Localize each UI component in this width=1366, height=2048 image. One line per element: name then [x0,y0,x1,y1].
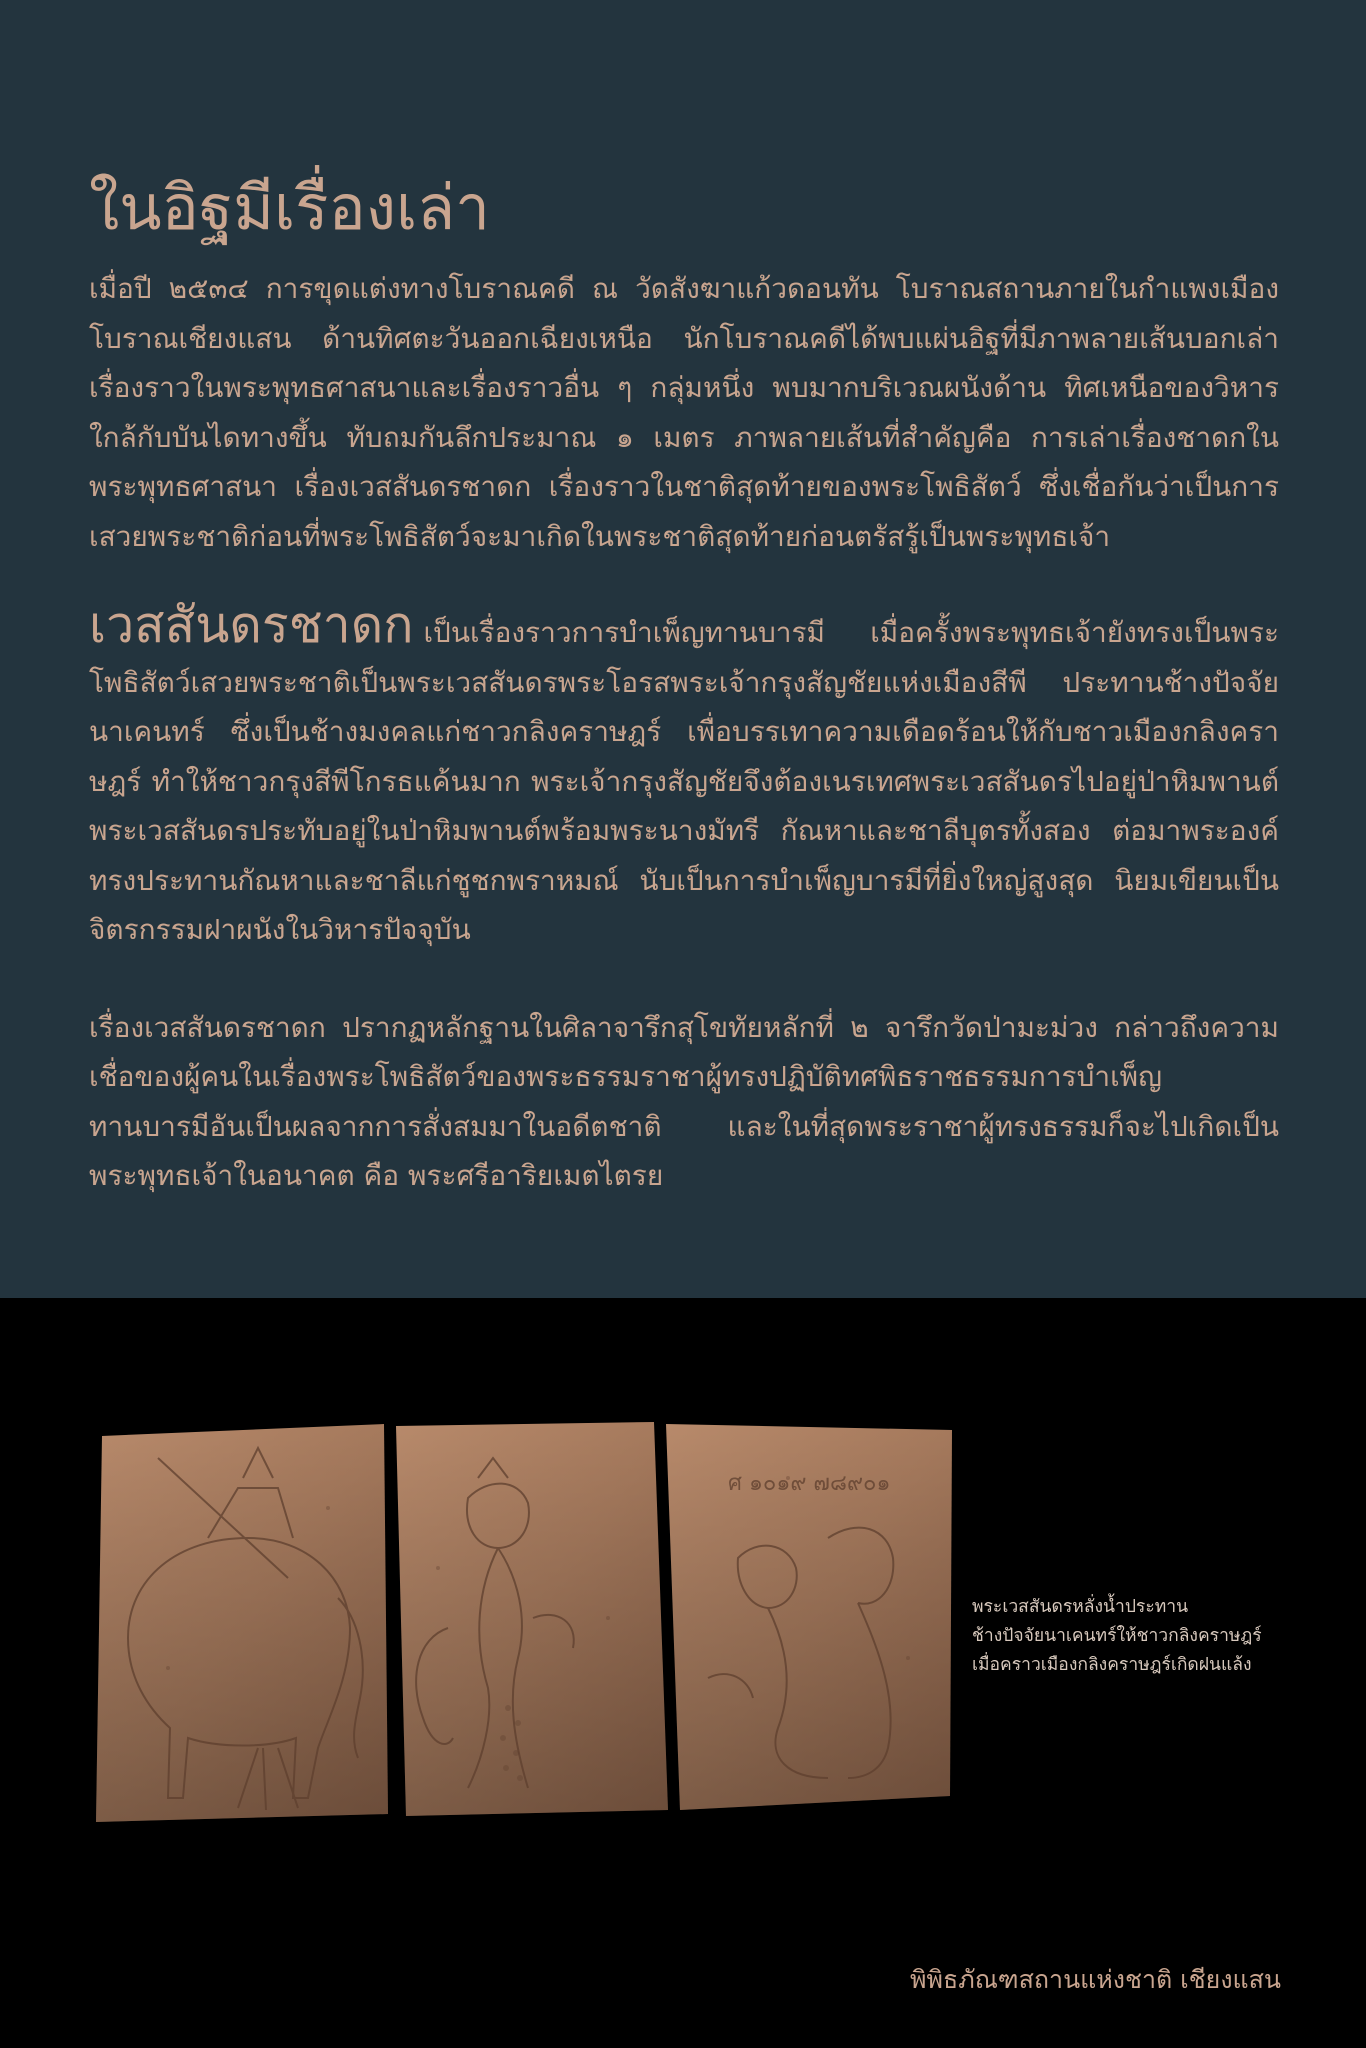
caption-line: เมื่อคราวเมืองกลิงคราษฎร์เกิดฝนแล้ง [972,1655,1252,1675]
brick-inscription: ศ ๑๐๑๙ ๗๘๙๐๑ [728,1471,891,1496]
section-title: ในอิฐมีเรื่องเล่า [89,171,490,244]
artifact-panel [0,1298,1366,2048]
paragraph-inscription: เรื่องเวสสันดรชาดก ปรากฏหลักฐานในศิลาจารึกสุโขทัยหลักที่ ๒ จารึกวัดป่ามะม่วง กล่าวถึงความเชื่อของผู้คนในเรื่องพระโพธิสัตว์ของพระธรรมราชาผู้ทรงปฏิบัติทศพิธราชธรรมการบำเพ็ญทานบารมีอันเป็นผลจากการสั่งสมมาในอดีตชาติ และในที่สุดพระราชาผู้ทรงธรรมก็จะไปเกิดเป็นพระพุทธเจ้าในอนาคต คือ พระศรีอาริยเมตไตรย [89,1010,1279,1192]
caption-line: ช้างปัจจัยนาเคนทร์ให้ชาวกลิงคราษฎร์ [972,1626,1262,1646]
paragraph-vessantara [89,596,1279,955]
paragraph-excavation: เมื่อปี ๒๕๓๔ การขุดแต่งทางโบราณคดี ณ วัดสังฆาแก้วดอนทัน โบราณสถานภายในกำแพงเมืองโบราณเชียงแสน ด้านทิศตะวันออกเฉียงเหนือ นักโบราณคดีได้พบแผ่นอิฐที่มีภาพลายเส้นบอกเล่าเรื่องราวในพระพุทธศาสนาและเรื่องราวอื่น ๆ กลุ่มหนึ่ง พบมากบริเวณผนังด้าน ทิศเหนือของวิหารใกล้กับบันไดทางขึ้น ทับถมกันลึกประมาณ ๑ เมตร ภาพลายเส้นที่สำคัญคือ การเล่าเรื่องชาดกในพระพุทธศาสนา เรื่องเวสสันดรชาดก เรื่องราวในชาติสุดท้ายของพระโพธิสัตว์ ซึ่งเชื่อกันว่าเป็นการเสวยพระชาติก่อนที่พระโพธิสัตว์จะมาเกิดในพระชาติสุดท้ายก่อนตรัสรู้เป็นพระพุทธเจ้า [89,272,1279,553]
museum-credit: พิพิธภัณฑสถานแห่งชาติ เชียงแสน [910,1965,1281,1994]
caption-line: พระเวสสันดรหลั่งน้ำประทาน [972,1597,1189,1617]
brick-relief-image [88,1418,958,1828]
paragraph-vessantara-body: เป็นเรื่องราวการบำเพ็ญทานบารมี เมื่อครั้งพระพุทธเจ้ายังทรงเป็นพระโพธิสัตว์เสวยพระชาติเป็นพระเวสสันดรพระโอรสพระเจ้ากรุงสัญชัยแห่งเมืองสีพี ประทานช้างปัจจัยนาเคนทร์ ซึ่งเป็นช้างมงคลแก่ชาวกลิงคราษฎร์ เพื่อบรรเทาความเดือดร้อนให้กับชาวเมืองกลิงคราษฎร์ ทำให้ชาวกรุงสีพีโกรธแค้นมาก พระเจ้ากรุงสัญชัยจึงต้องเนรเทศพระเวสสันดรไปอยู่ป่าหิมพานต์ พระเวสสันดรประทับอยู่ในป่าหิมพานต์พร้อมพระนางมัทรี กัณหาและชาลีบุตรทั้งสอง ต่อมาพระองค์ทรงประทานกัณหาและชาลีแก่ชูชกพราหมณ์ นับเป็นการบำเพ็ญบารมีที่ยิ่งใหญ่สูงสุด นิยมเขียนเป็นจิตรกรรมฝาผนังในวิหารปัจจุบัน [89,616,1279,946]
paragraph-lead-word: เวสสันดรชาดก [89,596,414,654]
article-content [89,170,1279,1201]
artifact-caption [972,1593,1312,1680]
